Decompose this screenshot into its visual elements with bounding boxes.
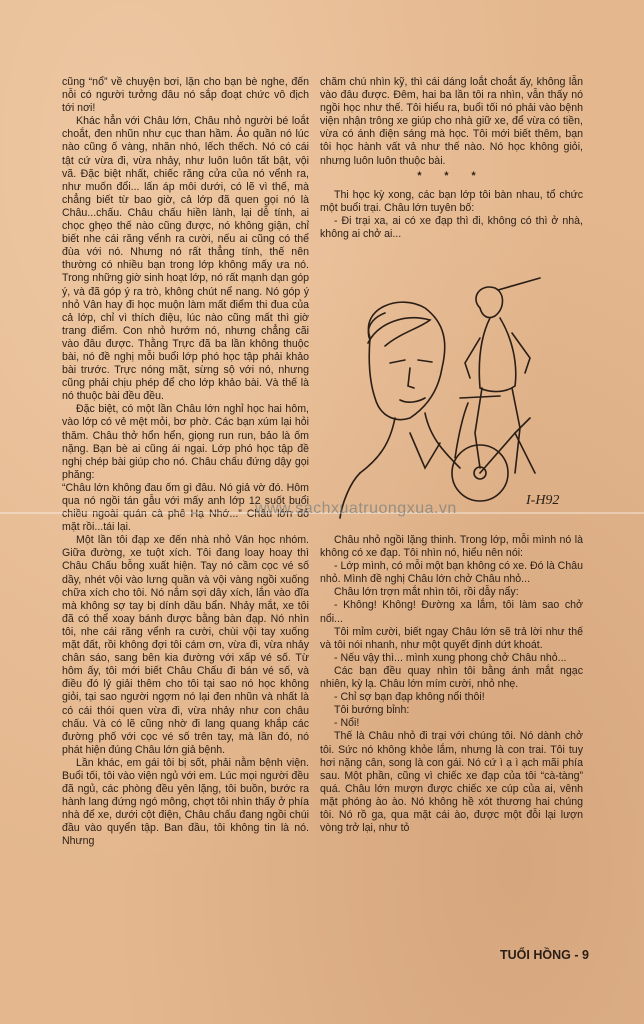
left-column [62,76,309,849]
paragraph: - Chỉ sợ bạn đạp không nổi thôi! [334,691,485,704]
footer-separator: - [570,948,582,962]
page-footer [500,948,589,962]
magazine-name: TUỔI HỒNG [500,948,571,962]
paragraph: Các bạn đều quay nhìn tôi bằng ánh mắt ngạc nhiên, kỳ lạ. Châu lớn mím cười, nhỏ nhẹ. [320,664,583,691]
watermark: www.sachxuatruongxua.vn [255,500,457,517]
section-break: * * * [417,169,486,182]
paragraph: Một lần tôi đạp xe đến nhà nhỏ Vân học nhóm. Giữa đường, xe tuột xích. Tôi đang loay hoay thì Châu Chấu bỗng xuất hiện. Tay nó cầm cọc vé số dầy, nhét vội vào lưng quần và vội vàng ngồi xuống chữa xích cho tôi. Nó nắm sợi dây xích, lắn vào đĩa mà không sợ tay bị dính dầu bẩn. Nhảy mắt, xe tôi đã có thể xoay bánh được bằng bàn đạp. Nó nhìn tôi, nhe cái răng vểnh ra cười, chùi vội tay xuống mặt đất, rồi không đợi tôi cám ơn, vừa đi, vừa nhảy chân sáo, sang bên kia đường với xấp vé số. Từ hôm ấy, tôi mới biết Châu Chấu đi bán vé số, và điều đó lý giải thêm cho tôi tại sao nó học không giỏi, tại sao người ngợm nó lại đen nhũn và nhất là có cái thói quen vừa đi, vừa nhảy như con châu chấu. Và có lẽ cũng nhờ đi lang quang khắp các đường phố với cọc vé số trên tay, mà lần đó, nó phát hiện đúng Châu lớn giả bệnh. [62,534,309,756]
paragraph: Khác hẳn với Châu lớn, Châu nhỏ người bé loắt choắt, đen nhũn như cục than hầm. Áo quần nó lúc nào cũng ố vàng, nhăn nhó, lếch thếch. Nó có cái tật cứ vừa đi, vừa nhảy, như luôn luôn tất bật, vội vã. Đặc biệt nhất, chiếc răng cửa của nó vểnh ra, như muốn đổi... lấn áp môi dưới, có lẽ vì thế, mà chẳng biết từ bao giờ, cả lớp đã quen gọi nó là Châu...chấu. Châu chấu hiền lành, lại dễ tính, ai chọc ghẹo thế nào cũng được, nó không giận, chỉ biết nhe cái răng vểnh ra cười, nếu ai cũng có thể đùa với nó. Nhưng nó rất thẳng tính, thế nên thường có nhiều bạn trong lớp không mấy ưa nó. Trong những giờ sinh hoạt lớp, nó rất mạnh dạn góp ý, và đã góp ý ra trò, không chút nể nang. Nó góp ý nhỏ Vân hay đi học muộn làm mất điểm thi đua của cả lớp, chỉ vì thích điệu, lúc nào cũng mất thì giờ trang điểm. Con nhỏ hướm nó, nhưng chẳng cãi vào đâu được. Thằng Trực đã ba lần không thuộc bài, nó đề nghị mỗi buổi lớp phó học tập phải khảo bài trước. Trực nóng mặt, sừng sộ với nó, nhưng cũng phải chịu phép để cho lớp khảo bài. Và thế là nó thuộc bài đều đều. [62,115,309,403]
right-column-bottom [320,534,583,835]
paragraph: Thi học kỳ xong, các bạn lớp tôi bàn nhau, tổ chức một buổi trại. Châu lớn tuyên bố: [320,188,583,214]
paragraph: Châu lớn trợn mắt nhìn tôi, rồi dẫy nẩy: [334,586,519,599]
paragraph: - Không! Không! Đường xa lắm, tôi làm sao chở nổi... [320,599,583,625]
paragraph: chăm chú nhìn kỹ, thì cái dáng loắt choắt ấy, không lẫn vào đâu được. Đêm, hai ba lần tôi ra nhìn, vẫn thấy nó ngồi học như thế. Tôi hiểu ra, buổi tối nó phải vào bệnh viện nhận trông xe giúp cho nhà giữ xe, để vừa có tiền, vừa có ánh điện sáng mà học. Tôi mới biết thêm, bạn tôi học hành vất vả như thế nào. Nó học không giỏi, nhưng luôn luôn thuộc bài. [320,76,583,167]
paragraph: Tôi mỉm cười, biết ngay Châu lớn sẽ trả lời như thế và tôi nói nhanh, như một quyết định dứt khoát. [320,625,583,651]
paragraph: Lần khác, em gái tôi bị sốt, phải nằm bệnh viện. Buổi tối, tôi vào viện ngủ với em. Lúc mọi người đều đã ngủ, các phòng đều yên lặng, tôi buồn, bước ra hành lang đứng ngó mông, chợt tôi nhìn thấy ở phía nhà để xe, dưới cột điện, Châu chấu đang ngồi chúi đầu vào quyển tập. Ban đầu, tôi không tin là nó. Nhưng [62,756,309,848]
paragraph: - Nổi! [334,717,360,730]
page-number: 9 [581,948,589,962]
paragraph: Thế là Châu nhỏ đi trại với chúng tôi. Nó dành chở tôi. Sức nó không khỏe lắm, nhưng là con trai. Tôi tuy hơi nặng cân, song là con gái. Nó cứ ì ạ ì ạch mãi phía sau. Một phần, cũng vì chiếc xe đạp của tôi “cà-tàng” quá. Châu lớn mượn được chiếc xe cúp của ai, vênh mặt phóng ào ào. Nó không hề xót thương hai chúng tôi. Nó rồ ga, qua mặt cái ào, được một đỗi lại lượn vòng trở lại, như tỏ [320,730,583,835]
paragraph: Châu nhỏ ngồi lặng thinh. Trong lớp, mỗi mình nó là không có xe đạp. Tôi nhìn nó, hiểu nên nói: [320,534,583,560]
paragraph: - Nếu vậy thì... mình xung phong chở Châu nhỏ... [334,651,567,664]
illustration-signature: I-H92 [526,493,560,508]
right-column-top [320,76,583,241]
paragraph: - Đi trại xa, ai có xe đạp thì đi, không có thì ở nhà, không ai chở ai... [320,214,583,241]
paragraph: - Lớp mình, có mỗi một bạn không có xe. Đó là Châu nhỏ. Mình đề nghị Châu lớn chở Châu nhỏ... [320,560,583,586]
paragraph: cũng “nổ” về chuyện bơi, lặn cho bạn bè nghe, đến nỗi có người tưởng đâu nó sắp đoạt chức vô địch tới nơi! [62,76,309,115]
paragraph: Đặc biệt, có một lần Châu lớn nghỉ học hai hôm, vào lớp có vẻ mệt mỏi, bơ phờ. Các bạn xúm lại hỏi thăm. Châu thở hổn hển, giọng run run, bảo là ốm nặng. Bạn bè ai cũng ái ngại. Lớp phó học tập đề nghị chép bài giúp cho nó. Châu chấu đứng dậy gọi phăng: [62,403,309,481]
paragraph: Tôi bướng bỉnh: [334,704,410,717]
illustration-sketch [330,268,584,520]
paragraph: “Châu lớn không đau ốm gì đâu. Nó giả vờ đó. Hôm qua nó ngồi tán gẫu với mấy anh lớp 12 suốt buổi chiều ngoài quán cà phê Hạ Nhớ...” Châu lớn đỏ mặt rồi...tái lại. [62,481,309,534]
